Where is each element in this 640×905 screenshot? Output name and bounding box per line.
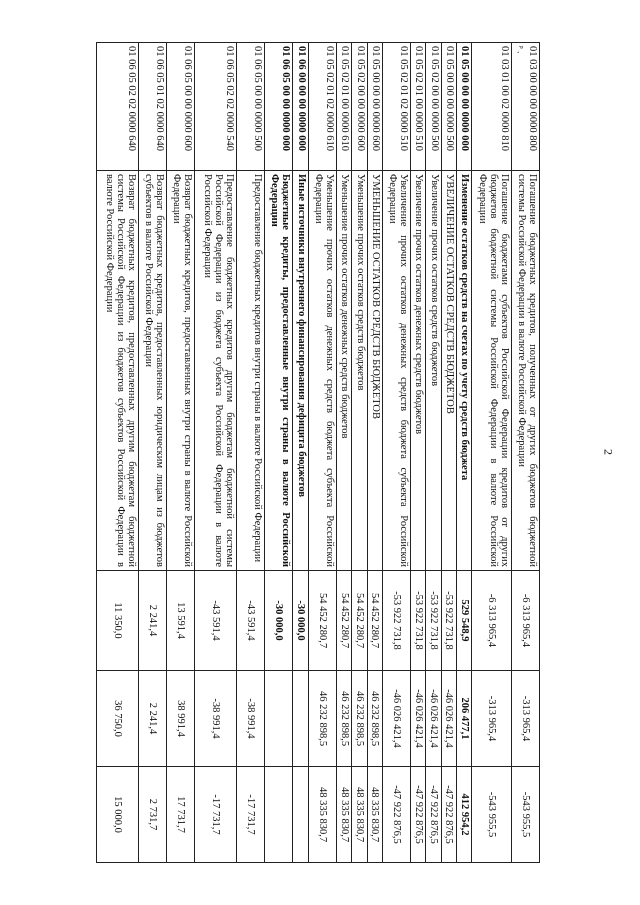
row-value-3: 48 335 830,7 <box>352 767 367 863</box>
row-value-1: 54 452 280,7 <box>367 571 382 671</box>
row-value-2 <box>265 671 293 767</box>
row-value-2: 2 241,4 <box>138 671 166 767</box>
page-number: 2 <box>601 449 616 455</box>
row-value-2: 206 477,1 <box>457 671 472 767</box>
table-row <box>382 43 410 863</box>
row-value-1: -53 922 731,8 <box>382 571 410 671</box>
table-row <box>138 43 166 863</box>
row-code: 01 06 05 02 02 0000 540 <box>195 43 236 171</box>
table-row <box>265 43 293 863</box>
table-row <box>511 43 539 863</box>
row-code: 01 06 00 00 00 0000 000 <box>293 43 308 171</box>
row-value-1: 54 452 280,7 <box>352 571 367 671</box>
row-code: 01 05 00 00 00 0000 000 <box>457 43 472 171</box>
row-value-1: -53 922 731,8 <box>426 571 441 671</box>
row-name: Возврат бюджетных кредитов, предоставленных внутри страны в валюте Российской Федерации <box>166 171 194 571</box>
row-name: Погашение бюджетами субъектов Российской Федерации кредитов от других бюджетов бюджетной системы Российской Федерации в валюте Российской Федерации <box>472 171 511 571</box>
row-value-2: -38 991,4 <box>195 671 236 767</box>
row-code: 01 03 00 00 00 0000 800 <box>511 43 539 171</box>
row-code: 01 05 00 00 00 0000 500 <box>441 43 456 171</box>
row-name: Иные источники внутреннего финансирования дефицита бюджетов <box>293 171 308 571</box>
row-value-3: 48 335 830,7 <box>337 767 352 863</box>
row-name: Предоставление бюджетных кредитов другим бюджетам бюджетной системы Российской Федерации из бюджета субъекта Российской Федерации в валюте Российской Федерации <box>195 171 236 571</box>
row-name: Возврат бюджетных кредитов, предоставленных другим бюджетам бюджетной системы Российской Федерации из бюджетов субъектов Российской Федерации в валюте Российской Федерации <box>97 171 139 571</box>
table-row <box>337 43 352 863</box>
row-value-2: 46 232 898,5 <box>337 671 352 767</box>
row-value-2 <box>293 671 308 767</box>
table-row <box>293 43 308 863</box>
row-code: 01 06 05 00 00 0000 500 <box>236 43 264 171</box>
table-row <box>411 43 426 863</box>
table-row <box>426 43 441 863</box>
budget-sources-table-rotated <box>96 42 540 862</box>
row-value-3: -543 955,5 <box>472 767 511 863</box>
row-value-3: -47 922 876,5 <box>411 767 426 863</box>
table-row <box>195 43 236 863</box>
row-value-1: 2 241,4 <box>138 571 166 671</box>
row-name: Уменьшение прочих остатков денежных средств бюджета субъекта Российской Федерации <box>308 171 336 571</box>
row-value-1: 11 350,0 <box>97 571 139 671</box>
row-value-3: 15 000,0 <box>97 767 139 863</box>
row-value-2: 46 232 898,5 <box>367 671 382 767</box>
row-code: 01 05 02 00 00 0000 600 <box>352 43 367 171</box>
row-code: 01 05 02 01 00 0000 510 <box>411 43 426 171</box>
row-value-3: -17 731,7 <box>195 767 236 863</box>
row-value-1: -30 000,0 <box>293 571 308 671</box>
row-value-3: 17 731,7 <box>166 767 194 863</box>
row-value-1: -6 313 965,4 <box>511 571 539 671</box>
row-value-2: -46 026 421,4 <box>441 671 456 767</box>
table-body <box>97 43 540 863</box>
row-value-1: 13 591,4 <box>166 571 194 671</box>
row-value-3: -47 922 876,5 <box>382 767 410 863</box>
table-row <box>367 43 382 863</box>
table-row <box>352 43 367 863</box>
table-row <box>441 43 456 863</box>
row-value-2: -313 965,4 <box>511 671 539 767</box>
row-code: 01 03 01 00 02 0000 810 <box>472 43 511 171</box>
row-value-1: 54 452 280,7 <box>337 571 352 671</box>
row-value-2: 38 991,4 <box>166 671 194 767</box>
row-value-2: 46 232 898,5 <box>308 671 336 767</box>
row-value-1: -30 000,0 <box>265 571 293 671</box>
row-value-3: 48 335 830,7 <box>367 767 382 863</box>
row-name: Увеличение прочих остатков денежных средств бюджета субъекта Российской Федерации <box>382 171 410 571</box>
row-value-3: 412 954,2 <box>457 767 472 863</box>
row-name: Увеличение прочих остатков денежных средств бюджетов <box>411 171 426 571</box>
row-value-2: -46 026 421,4 <box>411 671 426 767</box>
row-code: 01 05 02 01 00 0000 610 <box>337 43 352 171</box>
row-value-1: -53 922 731,8 <box>441 571 456 671</box>
table-row <box>236 43 264 863</box>
row-name: Увеличение прочих остатков средств бюджетов <box>426 171 441 571</box>
row-value-3: -17 731,7 <box>236 767 264 863</box>
budget-sources-table <box>96 42 540 863</box>
row-value-3: -47 922 876,5 <box>441 767 456 863</box>
row-name: УМЕНЬШЕНИЕ ОСТАТКОВ СРЕДСТВ БЮДЖЕТОВ <box>367 171 382 571</box>
row-value-1: -53 922 731,8 <box>411 571 426 671</box>
table-row <box>472 43 511 863</box>
row-value-2: -46 026 421,4 <box>382 671 410 767</box>
row-value-1: -43 591,4 <box>236 571 264 671</box>
row-name: Возврат бюджетных кредитов, предоставленных юридическим лицам из бюджетов субъектов в валюте Российской Федерации <box>138 171 166 571</box>
row-name: Уменьшение прочих остатков средств бюджетов <box>352 171 367 571</box>
row-name: Предоставление бюджетных кредитов внутри страны в валюте Российской Федерации <box>236 171 264 571</box>
row-code: 01 06 05 00 00 0000 000 <box>265 43 293 171</box>
row-value-2: -313 965,4 <box>472 671 511 767</box>
row-name: Бюджетные кредиты, предоставленные внутри страны в валюте Российской Федерации <box>265 171 293 571</box>
row-value-1: -43 591,4 <box>195 571 236 671</box>
table-row <box>457 43 472 863</box>
row-code: 01 05 02 00 00 0000 500 <box>426 43 441 171</box>
row-value-2: -46 026 421,4 <box>426 671 441 767</box>
row-value-1: 529 548,9 <box>457 571 472 671</box>
row-value-3: -47 922 876,5 <box>426 767 441 863</box>
row-code: 01 05 02 01 02 0000 510 <box>382 43 410 171</box>
row-value-3 <box>265 767 293 863</box>
row-code: 01 06 05 02 02 0000 640 <box>97 43 139 171</box>
row-value-3 <box>293 767 308 863</box>
corner-mark: ᵖ . <box>514 45 526 54</box>
row-name: УВЕЛИЧЕНИЕ ОСТАТКОВ СРЕДСТВ БЮДЖЕТОВ <box>441 171 456 571</box>
row-value-3: -543 955,5 <box>511 767 539 863</box>
row-code: 01 06 05 00 00 0000 600 <box>166 43 194 171</box>
row-name: Погашение бюджетных кредитов, полученных от других бюджетов бюджетной системы Российской Федерации в валюте Российской Федерации <box>511 171 539 571</box>
row-value-1: -6 313 965,4 <box>472 571 511 671</box>
table-row <box>308 43 336 863</box>
row-value-2: -38 991,4 <box>236 671 264 767</box>
row-value-1: 54 452 280,7 <box>308 571 336 671</box>
row-code: 01 05 02 01 02 0000 610 <box>308 43 336 171</box>
row-value-2: 46 232 898,5 <box>352 671 367 767</box>
table-row <box>166 43 194 863</box>
row-code: 01 05 00 00 00 0000 600 <box>367 43 382 171</box>
row-name: Уменьшение прочих остатков денежных средств бюджетов <box>337 171 352 571</box>
row-value-3: 2 731,7 <box>138 767 166 863</box>
row-name: Изменение остатков средств на счетах по учету средств бюджета <box>457 171 472 571</box>
row-value-2: 36 750,0 <box>97 671 139 767</box>
row-code: 01 06 05 01 02 0000 640 <box>138 43 166 171</box>
row-value-3: 48 335 830,7 <box>308 767 336 863</box>
table-row <box>97 43 139 863</box>
